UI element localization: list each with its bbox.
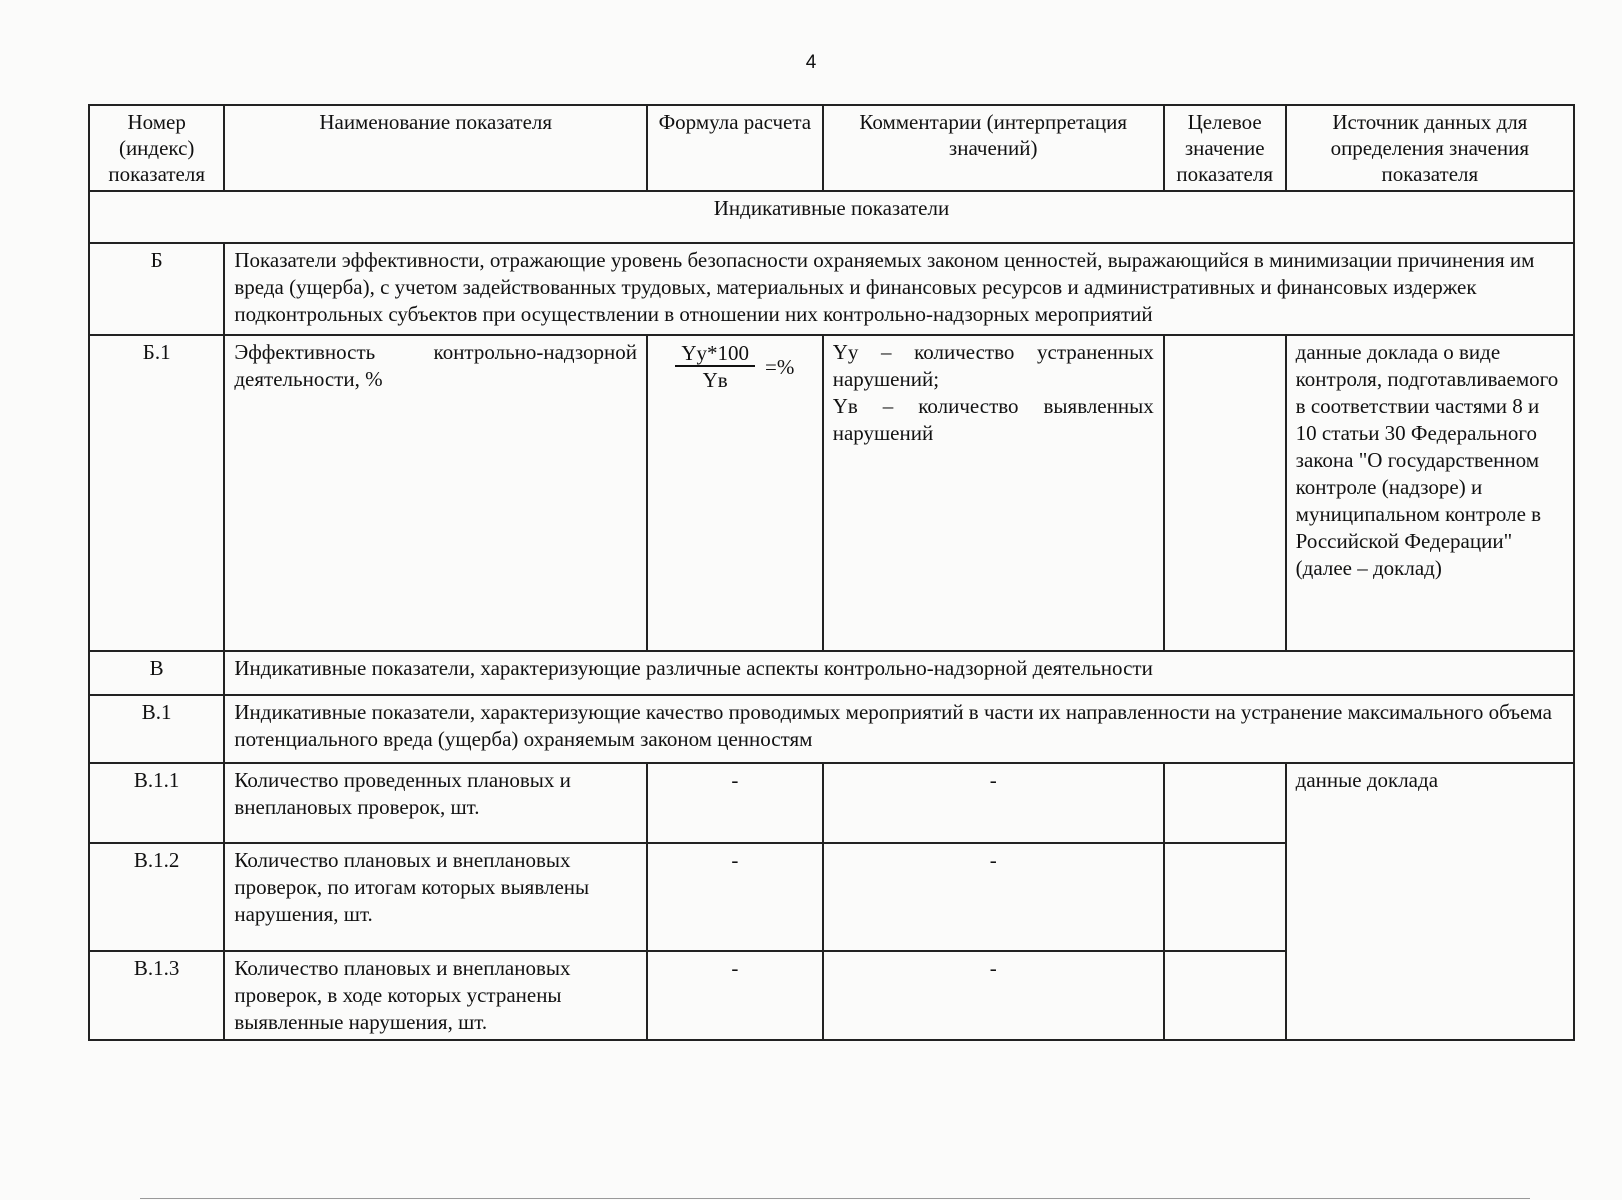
formula-cell: - <box>647 951 823 1040</box>
target-cell <box>1164 843 1286 951</box>
table-header-row <box>89 105 1574 191</box>
formula <box>657 339 813 393</box>
formula-numerator: Yу*100 <box>675 341 755 367</box>
row-group-text: Показатели эффективности, отражающие уровень безопасности охраняемых законом ценностей, выражающийся в минимизации причинения им вреда (ущерба), с учетом задействованных трудовых, материальных и финансовых ресурсов и административных и финансовых издержек подконтрольных субъектов при осуществлении в отношении них контрольно-надзорных мероприятий <box>224 243 1574 335</box>
comment-cell: - <box>823 951 1164 1040</box>
comment-cell: - <box>823 843 1164 951</box>
target-cell <box>1164 763 1286 843</box>
source-cell: данные доклада о виде контроля, подготавливаемого в соответствии частями 8 и 10 статьи 30 Федерального закона "О государственном контроле (надзоре) и муниципальном контроле в Российской Федерации" (далее – доклад) <box>1286 335 1574 651</box>
row-index: В.1.2 <box>89 843 224 951</box>
comment-line: Yу – количество устраненных нарушений; <box>832 340 1154 391</box>
row-group-text: Индикативные показатели, характеризующие качество проводимых мероприятий в части их направленности на устранение максимального объема потенциального вреда (ущерба) охраняемым законом ценностям <box>224 695 1574 763</box>
page-number: 4 <box>805 52 817 73</box>
header-target: Целевое значение показателя <box>1164 105 1286 191</box>
table-row <box>89 695 1574 763</box>
table-row <box>89 651 1574 695</box>
header-formula: Формула расчета <box>647 105 823 191</box>
formula-cell: - <box>647 763 823 843</box>
header-comment: Комментарии (интерпретация значений) <box>823 105 1164 191</box>
formula-cell <box>647 335 823 651</box>
indicator-name: Количество плановых и внеплановых проверок, в ходе которых устранены выявленные нарушения, шт. <box>224 951 647 1040</box>
section-title-row <box>89 191 1574 243</box>
row-index: В.1.1 <box>89 763 224 843</box>
target-cell <box>1164 335 1286 651</box>
table-row <box>89 763 1574 843</box>
row-index: В.1 <box>89 695 224 763</box>
formula-fraction <box>675 341 755 393</box>
header-source: Источник данных для определения значения показателя <box>1286 105 1574 191</box>
table-row <box>89 243 1574 335</box>
section-title: Индикативные показатели <box>89 191 1574 243</box>
comment-cell <box>823 335 1164 651</box>
row-index: Б <box>89 243 224 335</box>
indicator-name: Количество плановых и внеплановых проверок, по итогам которых выявлены нарушения, шт. <box>224 843 647 951</box>
comment-cell: - <box>823 763 1164 843</box>
row-index: В.1.3 <box>89 951 224 1040</box>
comment-line: Yв – количество выявленных нарушений <box>832 394 1154 445</box>
row-group-text: Индикативные показатели, характеризующие различные аспекты контрольно-надзорной деятельности <box>224 651 1574 695</box>
source-cell: данные доклада <box>1286 763 1574 1040</box>
indicator-name: Эффективность контрольно-надзорной деятельности, % <box>224 335 647 651</box>
header-index: Номер (индекс) показателя <box>89 105 224 191</box>
indicator-name: Количество проведенных плановых и внеплановых проверок, шт. <box>224 763 647 843</box>
formula-denominator: Yв <box>702 368 728 392</box>
indicators-table <box>88 104 1575 1041</box>
formula-suffix: =% <box>765 354 795 379</box>
table-row <box>89 335 1574 651</box>
target-cell <box>1164 951 1286 1040</box>
page-bottom-rule <box>140 1198 1530 1199</box>
row-index: В <box>89 651 224 695</box>
header-name: Наименование показателя <box>224 105 647 191</box>
formula-cell: - <box>647 843 823 951</box>
row-index: Б.1 <box>89 335 224 651</box>
